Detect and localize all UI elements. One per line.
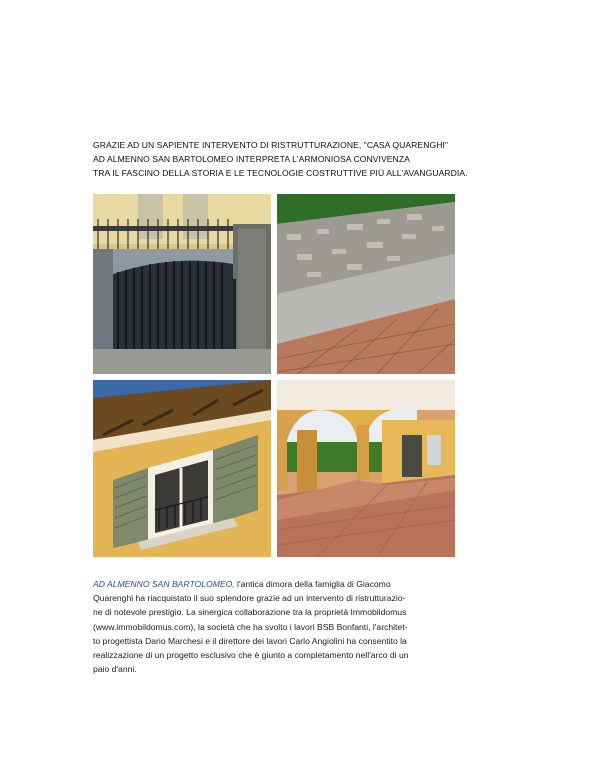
body-line: realizzazione di un progetto esclusivo che è giunto a completamento nell'arco di un	[93, 650, 409, 661]
photo-gate-facade	[93, 194, 271, 374]
intro-line: AD ALMENNO SAN BARTOLOMEO INTERPRETA L'ARMONIOSA CONVIVENZA	[93, 154, 410, 164]
body-line: to progettista Dario Marchesi e il direttore dei lavori Carlo Angiolini ha consentito la	[93, 635, 407, 646]
body-lead: AD ALMENNO SAN BARTOLOMEO,	[93, 579, 235, 589]
body-paragraph	[93, 577, 463, 676]
stone-paving-image	[277, 194, 455, 374]
body-line: Quarenghi ha riacquistato il suo splendore grazie ad un intervento di ristrutturazio-	[93, 593, 406, 604]
window-shutters-image	[93, 380, 271, 557]
photo-stone-paving	[277, 194, 455, 374]
photo-window-shutters	[93, 380, 271, 557]
photo-portico	[277, 380, 455, 557]
intro-line: TRA IL FASCINO DELLA STORIA E LE TECNOLOGIE COSTRUTTIVE PIÙ ALL'AVANGUARDIA.	[93, 168, 468, 178]
portico-image	[277, 380, 455, 557]
intro-heading	[93, 138, 513, 180]
body-line: paio d'anni.	[93, 664, 137, 675]
body-line: l'antica dimora della famiglia di Giacomo	[234, 579, 391, 589]
intro-line: GRAZIE AD UN SAPIENTE INTERVENTO DI RISTRUTTURAZIONE, "CASA QUARENGHI"	[93, 140, 448, 150]
gate-facade-image	[93, 194, 271, 374]
body-line: ne di notevole prestigio. La sinergica collaborazione tra la proprietà Immobildomus	[93, 607, 407, 618]
body-line: (www.immobildomus.com), la società che ha svolto i lavori BSB Bonfanti, l'architet-	[93, 621, 408, 632]
